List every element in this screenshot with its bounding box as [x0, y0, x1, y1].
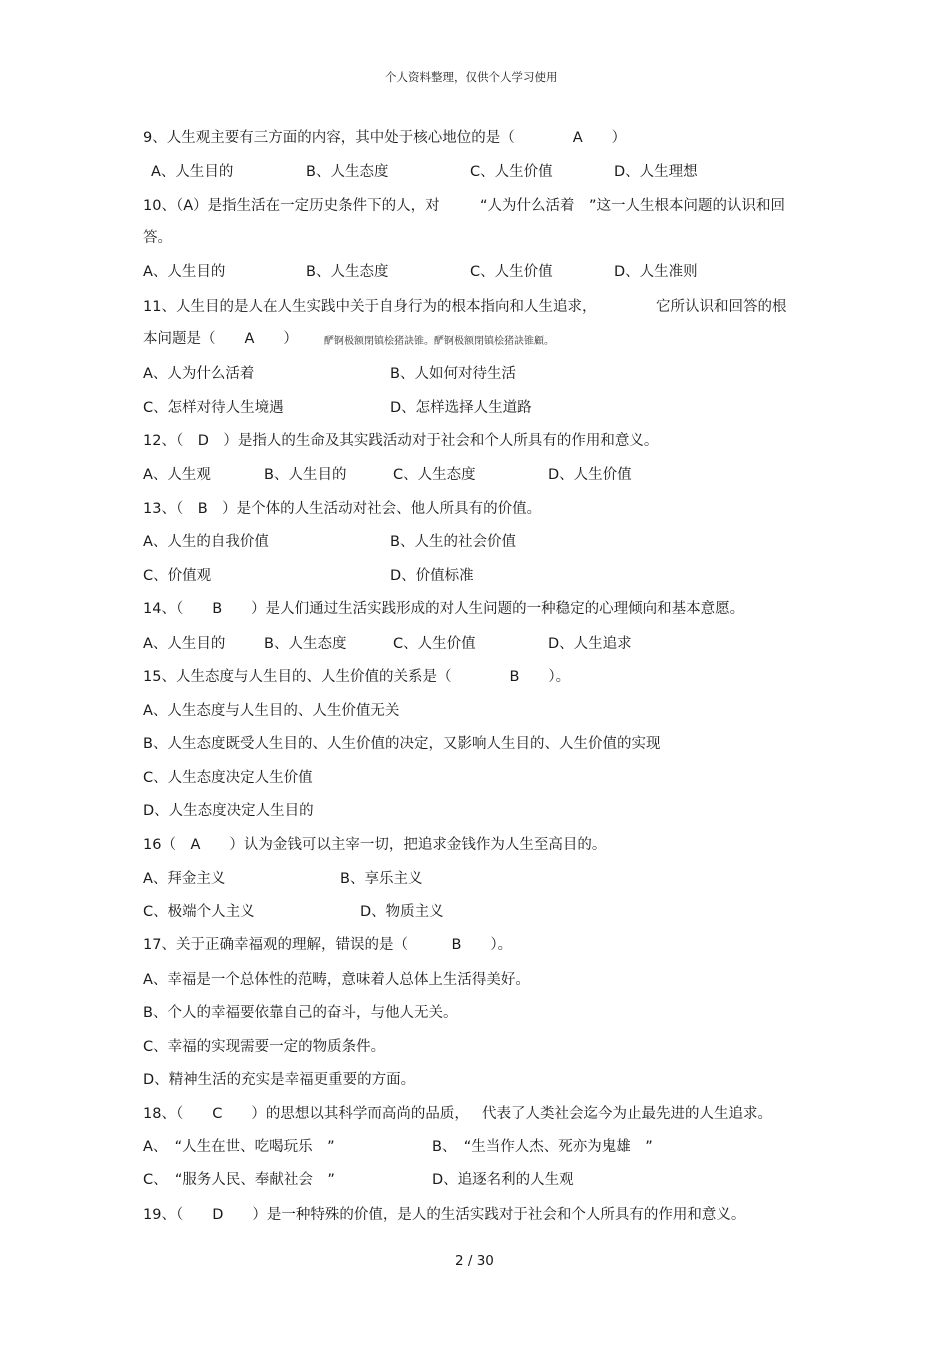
question-11-option-a: A、人为什么活着: [143, 366, 255, 382]
question-16-option-b: B、享乐主义: [340, 871, 423, 887]
question-9-option-b: B、人生态度: [306, 164, 389, 180]
question-10-option-d: D、人生准则: [614, 264, 698, 280]
question-14-option-a: A、人生目的: [143, 636, 226, 652]
question-11-part-1: 11、人生目的是人在人生实践中关于自身行为的根本指向和人生追求，: [143, 299, 597, 315]
question-11-option-d: D、怎样选择人生道路: [390, 400, 532, 416]
question-10-option-b: B、人生态度: [306, 264, 389, 280]
question-16-option-d: D、物质主义: [360, 904, 444, 920]
question-12-option-a: A、人生观: [143, 467, 211, 483]
question-18-option-d: D、追逐名利的人生观: [432, 1172, 574, 1188]
question-13-option-a: A、人生的自我价值: [143, 534, 269, 550]
question-16: 16（ A ）认为金钱可以主宰一切，把追求金钱作为人生至高目的。: [143, 837, 607, 853]
question-18-option-c: C、 “服务人民、奉献社会 ”: [143, 1172, 335, 1188]
question-14-option-c: C、人生价值: [393, 636, 476, 652]
question-9-option-c: C、人生价值: [470, 164, 553, 180]
question-9: 9、人生观主要有三方面的内容，其中处于核心地位的是（ A ）: [143, 130, 627, 146]
question-14-option-d: D、人生追求: [548, 636, 632, 652]
question-19: 19、（ D ）是一种特殊的价值，是人的生活实践对于社会和个人所具有的作用和意义。: [143, 1207, 746, 1223]
question-16-option-a: A、拜金主义: [143, 871, 226, 887]
question-13-option-d: D、价值标准: [390, 568, 474, 584]
question-18-part-2: 代表了人类社会迄今为止最先进的人生追求。: [482, 1106, 772, 1122]
question-13-option-b: B、人生的社会价值: [390, 534, 516, 550]
question-10-option-c: C、人生价值: [470, 264, 553, 280]
question-11-option-c: C、怎样对待人生境遇: [143, 400, 284, 416]
question-10-continued: 答。: [143, 230, 172, 246]
question-15-option-c: C、人生态度决定人生价值: [143, 770, 313, 786]
question-12-option-b: B、人生目的: [264, 467, 347, 483]
question-13-option-c: C、价值观: [143, 568, 212, 584]
question-10-part-1: 10、（A）是指生活在一定历史条件下的人，对: [143, 198, 440, 214]
question-17-option-b: B、个人的幸福要依靠自己的奋斗，与他人无关。: [143, 1005, 458, 1021]
question-11-option-b: B、人如何对待生活: [390, 366, 516, 382]
question-17-option-d: D、精神生活的充实是幸福更重要的方面。: [143, 1072, 416, 1088]
question-11-continued: 本问题是（ A ）: [143, 331, 298, 347]
question-11-part-2: 它所认识和回答的根: [656, 299, 787, 315]
question-16-option-c: C、极端个人主义: [143, 904, 255, 920]
question-15: 15、人生态度与人生目的、人生价值的关系是（ B ）。: [143, 669, 571, 685]
question-17-option-a: A、幸福是一个总体性的范畴，意味着人总体上生活得美好。: [143, 972, 530, 988]
question-14: 14、（ B ）是人们通过生活实践形成的对人生问题的一种稳定的心理倾向和基本意愿。: [143, 601, 745, 617]
question-15-option-b: B、人生态度既受人生目的、人生价值的决定，又影响人生目的、人生价值的实现: [143, 736, 661, 752]
question-14-option-b: B、人生态度: [264, 636, 347, 652]
question-10-option-a: A、人生目的: [143, 264, 226, 280]
question-9-option-d: D、人生理想: [614, 164, 698, 180]
question-17-option-c: C、幸福的实现需要一定的物质条件。: [143, 1039, 386, 1055]
question-18-option-b: B、 “生当作人杰、死亦为鬼雄 ”: [432, 1139, 653, 1155]
page-number: 2 / 30: [455, 1253, 494, 1269]
question-12-option-d: D、人生价值: [548, 467, 632, 483]
question-12-option-c: C、人生态度: [393, 467, 476, 483]
question-12: 12、（ D ）是指人的生命及其实践活动对于社会和个人所具有的作用和意义。: [143, 433, 659, 449]
question-15-option-d: D、人生态度决定人生目的: [143, 803, 314, 819]
question-17: 17、关于正确幸福观的理解，错误的是（ B ）。: [143, 937, 513, 953]
question-18-part-1: 18、（ C ）的思想以其科学而高尚的品质，: [143, 1106, 469, 1122]
question-10-part-2: “人为什么活着 ”这一人生根本问题的认识和回: [480, 198, 786, 214]
question-18-option-a: A、 “人生在世、吃喝玩乐 ”: [143, 1139, 335, 1155]
page-header: 个人资料整理，仅供个人学习使用: [385, 70, 558, 84]
question-13: 13、（ B ）是个体的人生活动对社会、他人所具有的价值。: [143, 501, 542, 517]
question-9-option-a: A、人生目的: [151, 164, 234, 180]
question-15-option-a: A、人生态度与人生目的、人生价值无关: [143, 703, 400, 719]
garbled-watermark-text: 酽锕极额閉镇桧猪訣锥。酽锕极额閉镇桧猪訣锥顧。: [324, 336, 554, 347]
